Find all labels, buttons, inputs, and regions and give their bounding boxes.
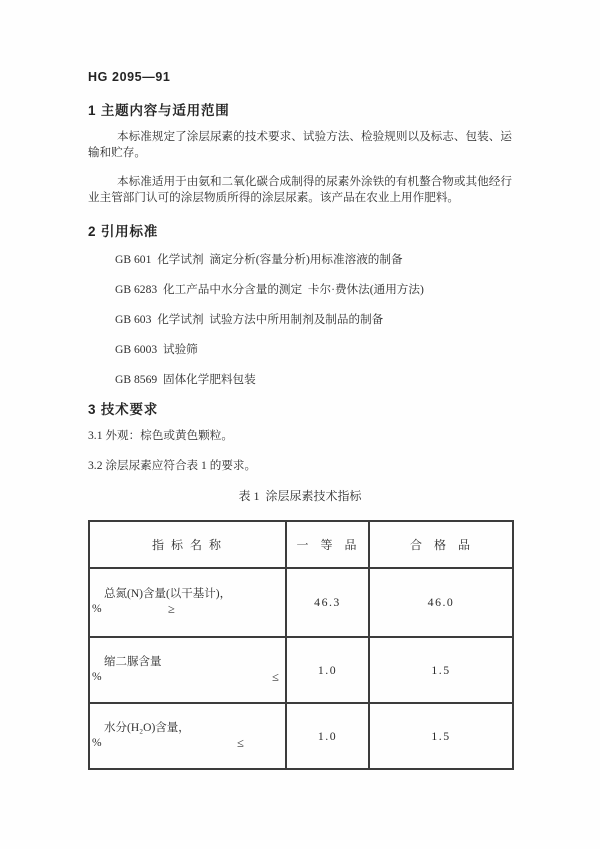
- indicator-unit-line: [90, 670, 285, 686]
- table-caption: 表 1 涂层尿素技术指标: [238, 489, 362, 503]
- section1-paragraph-scope: 本标准规定了涂层尿素的技术要求、试验方法、检验规则以及标志、包装、运输和贮存。: [88, 130, 512, 159]
- column-header-qualified: 合 格 品: [369, 521, 513, 568]
- indicator-name: 缩二脲含量: [104, 655, 162, 668]
- unit-label: %: [92, 670, 102, 683]
- table-row-biuret: [89, 637, 513, 703]
- qualified-value: 46.0: [369, 568, 513, 637]
- column-header-indicator-name: 指 标 名 称: [89, 521, 286, 568]
- first-grade-value: 1.0: [286, 703, 369, 769]
- reference-item-gb6283: GB 6283 化工产品中水分含量的测定 卡尔·费休法(通用方法): [115, 283, 424, 296]
- section1-paragraph-applicability: 本标准适用于由氨和二氧化碳合成制得的尿素外涂铁的有机螯合物或其他经行业主管部门认可的涂层物质所得的涂层尿素。该产品在农业上用作肥料。: [88, 175, 512, 204]
- section2-heading: 2 引用标准: [88, 224, 159, 239]
- qualified-value: 1.5: [369, 637, 513, 703]
- doc-number: HG 2095—91: [88, 70, 171, 84]
- clause-3-2-requirements: 3.2 涂层尿素应符合表 1 的要求。: [88, 459, 257, 472]
- table-row-moisture: [89, 703, 513, 769]
- column-header-first-grade: 一 等 品: [286, 521, 369, 568]
- indicator-name: 总氮(N)含量(以干基计)，: [104, 588, 232, 600]
- first-grade-value: 46.3: [286, 568, 369, 637]
- unit-label: %: [92, 736, 102, 749]
- section1-heading: 1 主题内容与适用范围: [88, 103, 230, 118]
- first-grade-value: 1.0: [286, 637, 369, 703]
- reference-item-gb6003: GB 6003 试验筛: [115, 343, 198, 356]
- indicator-unit-line: [90, 602, 285, 618]
- indicator-unit-line: [90, 736, 285, 752]
- qualified-value: 1.5: [369, 703, 513, 769]
- reference-item-gb8569: GB 8569 固体化学肥料包装: [115, 373, 256, 386]
- technical-indicators-table: [88, 520, 514, 770]
- table-header-row: [89, 521, 513, 568]
- indicator-name-cell: [89, 637, 286, 703]
- relation-symbol: ≤: [272, 669, 279, 684]
- relation-symbol: ≤: [237, 735, 244, 750]
- reference-item-gb601: GB 601 化学试剂 滴定分析(容量分析)用标准溶液的制备: [115, 253, 403, 266]
- indicator-name-cell: [89, 703, 286, 769]
- relation-symbol: ≥: [168, 602, 175, 616]
- clause-3-1-appearance: 3.1 外观：棕色或黄色颗粒。: [88, 429, 233, 442]
- indicator-name-cell: [89, 568, 286, 637]
- unit-label: %: [92, 603, 102, 615]
- section3-heading: 3 技术要求: [88, 402, 159, 417]
- table-row-total-nitrogen: [89, 568, 513, 637]
- reference-item-gb603: GB 603 化学试剂 试验方法中所用制剂及制品的制备: [115, 313, 384, 326]
- indicator-name: 水分(H₂O)含量，: [104, 721, 190, 734]
